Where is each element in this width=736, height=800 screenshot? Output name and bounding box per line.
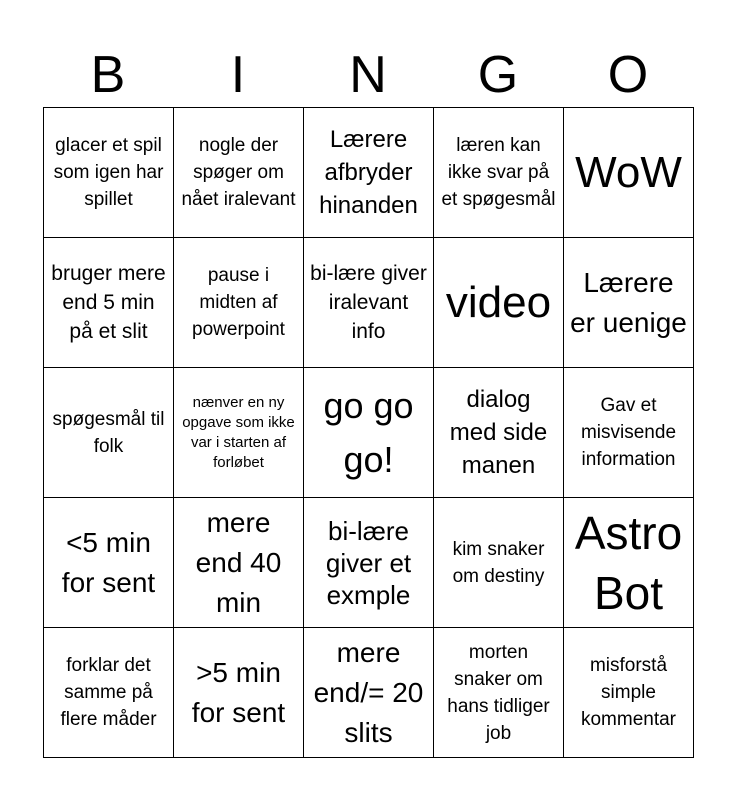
bingo-cell-r5c4[interactable] — [434, 628, 564, 758]
bingo-cell-r3c5[interactable] — [564, 368, 694, 498]
bingo-cell-r1c2[interactable] — [174, 108, 304, 238]
header-letter-b: B — [90, 46, 126, 104]
cell-text: go go go! — [323, 384, 414, 480]
cell-text: misforstå simple kommentar — [580, 655, 677, 730]
bingo-cell-r2c2[interactable] — [174, 238, 304, 368]
bingo-cell-r5c5[interactable] — [564, 628, 694, 758]
bingo-cell-r4c5[interactable] — [564, 498, 694, 628]
cell-text: WoW — [575, 147, 682, 197]
cell-text: spøgesmål til folk — [52, 408, 165, 457]
bingo-cell-r3c4[interactable] — [434, 368, 564, 498]
cell-text: Gav et misvisende information — [580, 395, 677, 470]
cell-text: nogle der spøger om nået iralevant — [181, 135, 296, 210]
bingo-cell-r2c1[interactable] — [44, 238, 174, 368]
cell-text: >5 min for sent — [191, 656, 286, 728]
bingo-grid — [43, 107, 694, 758]
cell-text: mere end 40 min — [195, 506, 282, 618]
bingo-header — [43, 42, 693, 108]
header-letter-g: G — [477, 46, 519, 104]
cell-text: mere end/= 20 slits — [313, 636, 424, 748]
bingo-cell-r2c5[interactable] — [564, 238, 694, 368]
bingo-cell-r4c4[interactable] — [434, 498, 564, 628]
cell-text: Lærere afbryder hinanden — [319, 126, 418, 219]
bingo-cell-r3c2[interactable] — [174, 368, 304, 498]
header-letter-n: N — [349, 46, 387, 104]
cell-text: morten snaker om hans tidliger job — [447, 641, 550, 744]
cell-text: Lærere er uenige — [570, 266, 687, 338]
cell-text: bi-lære giver iralevant info — [310, 262, 427, 343]
header-letter-i: I — [230, 46, 246, 104]
cell-text: læren kan ikke svar på et spøgesmål — [441, 135, 556, 210]
bingo-cell-r5c2[interactable] — [174, 628, 304, 758]
bingo-cell-r1c1[interactable] — [44, 108, 174, 238]
bingo-cell-r1c4[interactable] — [434, 108, 564, 238]
cell-text: dialog med side manen — [449, 386, 548, 479]
bingo-cell-r2c4[interactable] — [434, 238, 564, 368]
cell-text: nænver en ny opgave som ikke var i starten af forløbet — [182, 393, 295, 471]
bingo-cell-r5c3[interactable] — [304, 628, 434, 758]
cell-text: video — [445, 277, 552, 327]
bingo-cell-r4c2[interactable] — [174, 498, 304, 628]
bingo-cell-r3c1[interactable] — [44, 368, 174, 498]
bingo-cell-r4c3[interactable] — [304, 498, 434, 628]
cell-text: pause i midten af powerpoint — [192, 265, 285, 340]
cell-text: glacer et spil som igen har spillet — [53, 135, 164, 210]
cell-text: bruger mere end 5 min på et slit — [51, 262, 166, 343]
bingo-cell-r4c1[interactable] — [44, 498, 174, 628]
cell-text: bi-lære giver et exmple — [325, 515, 412, 610]
bingo-cell-r1c3[interactable] — [304, 108, 434, 238]
bingo-cell-r5c1[interactable] — [44, 628, 174, 758]
header-letter-o: O — [607, 46, 649, 104]
cell-text: kim snaker om destiny — [452, 538, 545, 587]
bingo-cell-r3c3[interactable] — [304, 368, 434, 498]
bingo-cell-r1c5[interactable] — [564, 108, 694, 238]
cell-text: forklar det samme på flere måder — [60, 655, 157, 730]
bingo-cell-r2c3[interactable] — [304, 238, 434, 368]
cell-text: Astro Bot — [574, 506, 683, 619]
cell-text: <5 min for sent — [61, 526, 156, 598]
